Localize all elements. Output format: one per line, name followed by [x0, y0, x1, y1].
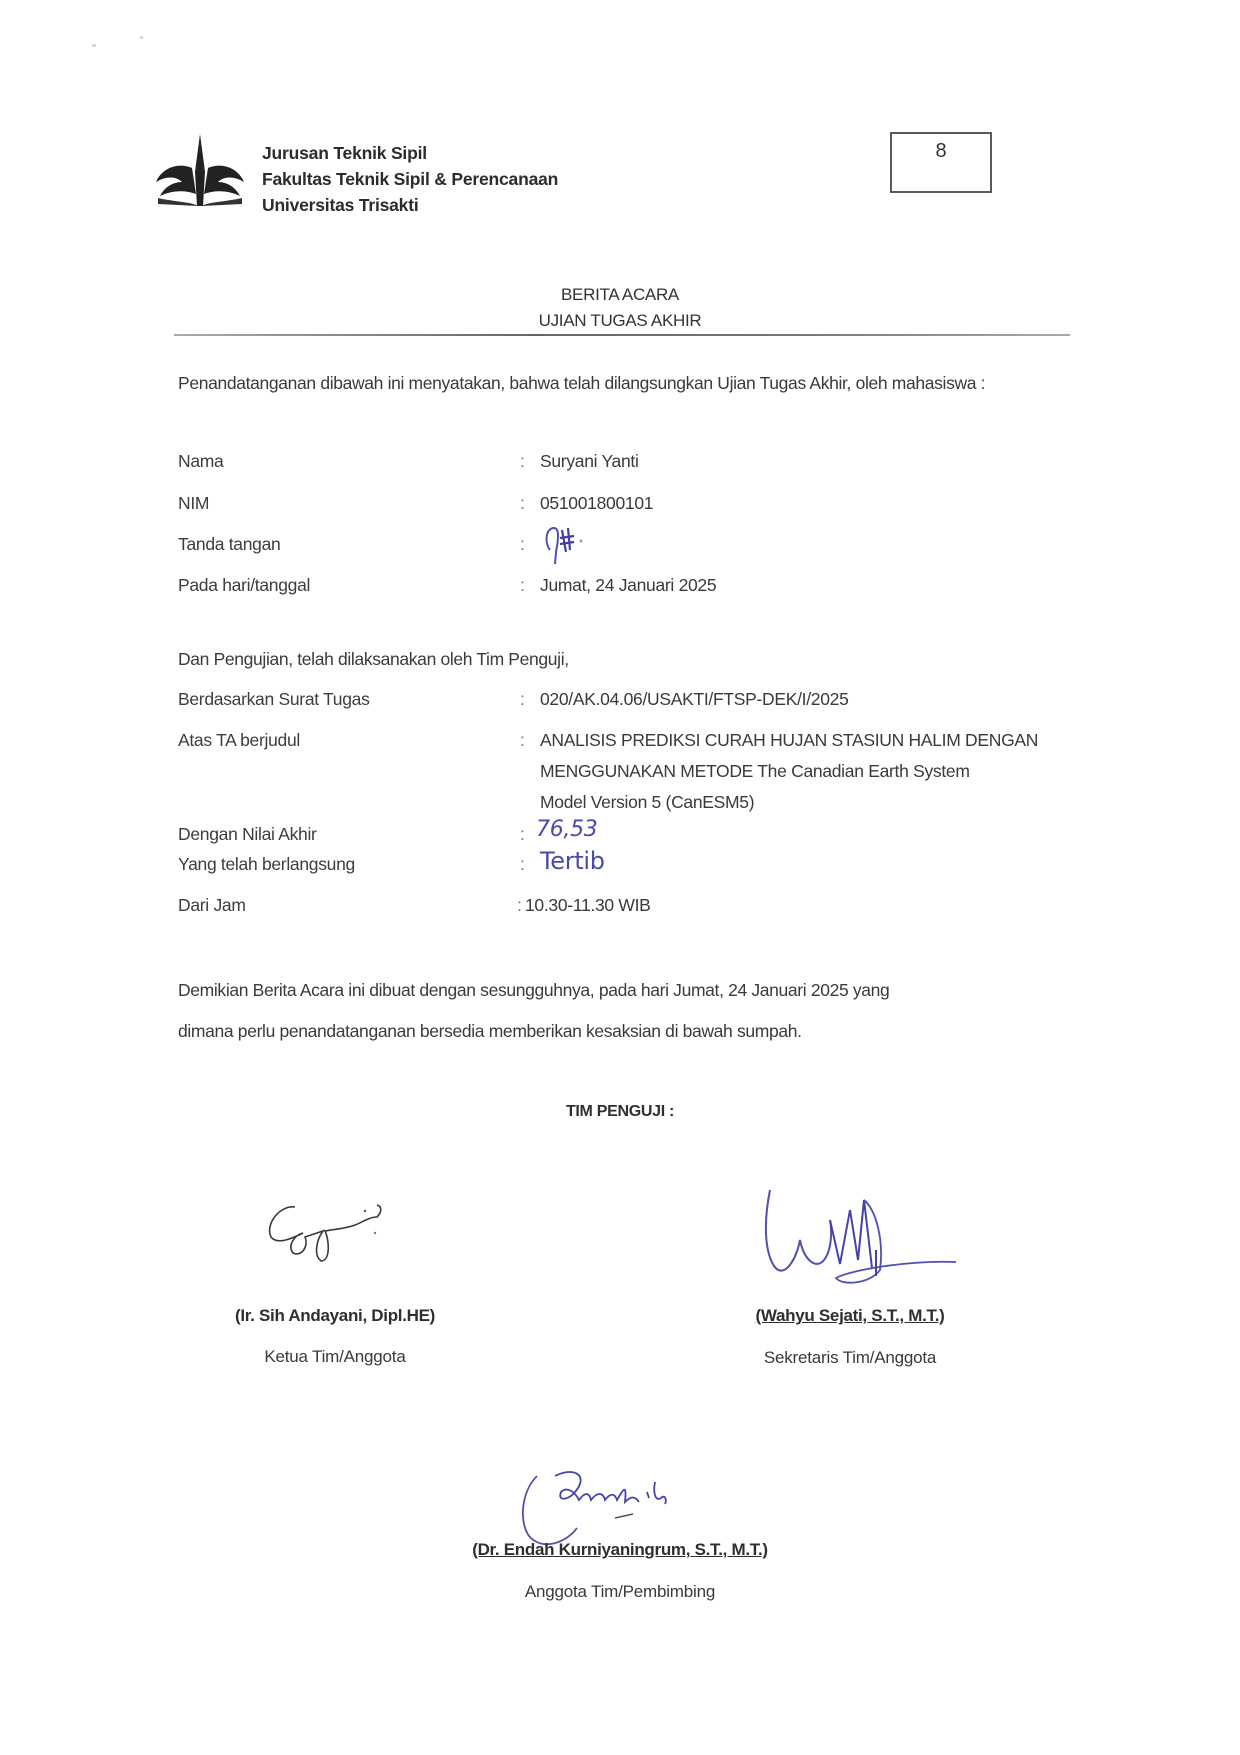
field-label-judul: Atas TA berjudul: [178, 730, 300, 750]
field-colon: :: [517, 895, 522, 915]
field-value-surat-tugas: 020/AK.04.06/USAKTI/FTSP-DEK/I/2025: [540, 689, 849, 709]
member-role-1: Ketua Tim/Anggota: [264, 1347, 406, 1366]
chair-signature-icon: [265, 1195, 405, 1265]
thesis-title-line: Model Version 5 (CanESM5): [540, 792, 755, 812]
field-label-berlangsung: Yang telah berlangsung: [178, 854, 355, 874]
field-colon: :: [520, 689, 525, 709]
thesis-title-line: ANALISIS PREDIKSI CURAH HUJAN STASIUN HALIM DENGAN: [540, 730, 1039, 750]
field-colon: :: [520, 451, 525, 471]
field-colon: :: [520, 854, 525, 874]
trisakti-logo-icon: [152, 132, 248, 208]
closing-line-1: Demikian Berita Acara ini dibuat dengan sesungguhnya, pada hari Jumat, 24 Januari 2025 yang: [178, 980, 890, 1000]
department-name: Jurusan Teknik Sipil: [262, 143, 427, 163]
field-value-nilai: 76,53: [536, 817, 598, 842]
field-colon: :: [520, 493, 525, 513]
field-label-jam: Dari Jam: [178, 895, 246, 915]
field-label-nim: NIM: [178, 493, 210, 513]
field-label-surat-tugas: Berdasarkan Surat Tugas: [178, 689, 370, 709]
field-colon: :: [520, 575, 525, 595]
member-name-2: (Wahyu Sejati, S.T., M.T.): [755, 1306, 945, 1325]
field-value-judul: [540, 725, 1038, 818]
document-subtitle: UJIAN TUGAS AKHIR: [538, 311, 702, 330]
field-value-nim: 051001800101: [540, 493, 654, 513]
field-value-jam: 10.30-11.30 WIB: [525, 895, 651, 915]
member-name-1: (Ir. Sih Andayani, Dipl.HE): [234, 1306, 436, 1325]
scan-speck: [140, 36, 143, 39]
university-name: Universitas Trisakti: [262, 195, 419, 215]
supervisor-signature-icon: [515, 1462, 715, 1552]
scan-speck: [92, 44, 96, 47]
field-colon: :: [520, 730, 525, 750]
member-name-3: (Dr. Endah Kurniyaningrum, S.T., M.T.): [472, 1540, 768, 1559]
student-signature-icon: [540, 522, 600, 566]
thesis-title-line: MENGGUNAKAN METODE The Canadian Earth System: [540, 761, 970, 781]
field-colon: :: [520, 534, 525, 554]
field-label-nilai: Dengan Nilai Akhir: [178, 824, 317, 844]
faculty-name: Fakultas Teknik Sipil & Perencanaan: [262, 169, 559, 189]
field-label-nama: Nama: [178, 451, 224, 471]
secretary-signature-icon: [760, 1180, 970, 1290]
field-value-tanggal: Jumat, 24 Januari 2025: [540, 575, 717, 595]
member-role-3: Anggota Tim/Pembimbing: [524, 1582, 716, 1601]
title-divider: [174, 334, 1070, 336]
exam-intro-paragraph: Dan Pengujian, telah dilaksanakan oleh Tim Penguji,: [178, 649, 569, 669]
closing-line-2: dimana perlu penandatanganan bersedia memberikan kesaksian di bawah sumpah.: [178, 1021, 802, 1041]
field-label-tanggal: Pada hari/tanggal: [178, 575, 311, 595]
member-role-2: Sekretaris Tim/Anggota: [763, 1348, 937, 1367]
intro-paragraph: Penandatanganan dibawah ini menyatakan, bahwa telah dilangsungkan Ujian Tugas Akhir, oleh mahasiswa :: [178, 373, 986, 393]
field-value-nama: Suryani Yanti: [540, 451, 639, 471]
field-label-tanda-tangan: Tanda tangan: [178, 534, 281, 554]
page-number-box: 8: [890, 132, 992, 193]
field-value-berlangsung: Tertib: [540, 847, 605, 875]
field-colon: :: [520, 824, 525, 844]
document-title: BERITA ACARA: [561, 285, 679, 304]
committee-title: TIM PENGUJI :: [565, 1103, 675, 1120]
institution-block: [262, 140, 558, 218]
